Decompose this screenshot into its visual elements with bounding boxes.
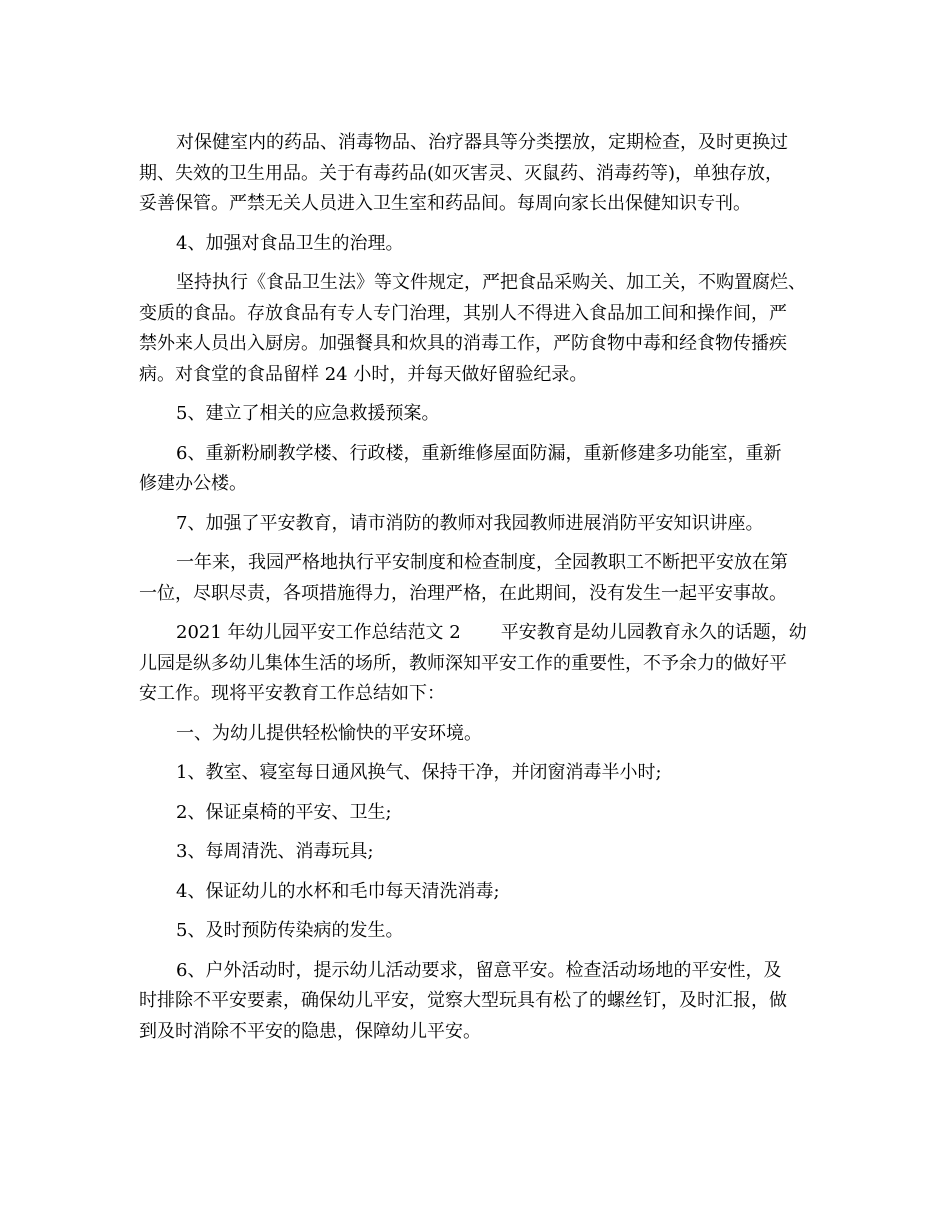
- paragraph-item-3: [139, 837, 839, 868]
- text-line: 妥善保管。严禁无关人员进入卫生室和药品间。每周向家长出保健知识专刊。: [139, 193, 751, 214]
- text-line: 禁外来人员出入厨房。加强餐具和炊具的消毒工作，严防食物中毒和经食物传播疾: [139, 333, 787, 354]
- document-body: [139, 128, 839, 1056]
- paragraph-emergency-plan: [139, 399, 839, 430]
- paragraph-section-one-heading: [139, 719, 839, 750]
- paragraph-food-law: [139, 268, 839, 390]
- text-line: 变质的食品。存放食品有专人专门治理，其别人不得进入食品加工间和操作间，严: [139, 302, 787, 324]
- paragraph-sample-two: [139, 618, 839, 710]
- text-line: 7、加强了平安教育，请市消防的教师对我园教师进展消防平安知识讲座。: [176, 512, 764, 534]
- text-line: 到及时消除不平安的隐患，保障幼儿平安。: [139, 1020, 481, 1042]
- text-line: 2、保证桌椅的平安、卫生;: [176, 801, 392, 823]
- text-line: 4、保证幼儿的水杯和毛巾每天清洗消毒;: [176, 880, 500, 902]
- paragraph-renovation: [139, 439, 839, 500]
- text-line: 6、重新粉刷教学楼、行政楼，重新维修屋面防漏，重新修建多功能室，重新: [176, 442, 782, 464]
- text-line: 1、教室、寝室每日通风换气、保持干净，并闭窗消毒半小时;: [176, 762, 662, 783]
- text-line: 3、每周清洗、消毒玩具;: [176, 841, 374, 862]
- paragraph-item-4: [139, 877, 839, 908]
- text-line: 坚持执行《食品卫生法》等文件规定，严把食品采购关、加工关，不购置腐烂、: [176, 272, 806, 293]
- text-line: 儿园是纵多幼儿集体生活的场所，教师深知平安工作的重要性，不予余力的做好平: [139, 652, 787, 674]
- sample-title: 2021 年幼儿园平安工作总结范文 2: [176, 622, 461, 643]
- text-line: 5、建立了相关的应急救援预案。: [176, 403, 440, 424]
- paragraph-item-6: [139, 956, 839, 1048]
- paragraph-item-5: [139, 916, 839, 947]
- text-line: 一年来，我园严格地执行平安制度和检查制度，全园教职工不断把平安放在第: [176, 552, 788, 573]
- text-line: 一位，尽职尽责，各项措施得力，治理严格，在此期间，没有发生一起平安事故。: [139, 582, 787, 604]
- paragraph-heading-food-hygiene: [139, 229, 839, 260]
- paragraph-item-1: [139, 758, 839, 789]
- sample-intro: 平安教育是幼儿园教育永久的话题，幼: [500, 622, 807, 643]
- paragraph-year-summary: [139, 548, 839, 609]
- text-line: 6、户外活动时，提示幼儿活动要求，留意平安。检查活动场地的平安性，及: [176, 959, 782, 981]
- text-line: 一、为幼儿提供轻松愉快的平安环境。: [176, 722, 482, 744]
- paragraph-item-2: [139, 798, 839, 829]
- text-line: 4、加强对食品卫生的治理。: [176, 232, 404, 254]
- text-line: 对保健室内的药品、消毒物品、治疗器具等分类摆放，定期检查，及时更换过: [176, 132, 788, 153]
- text-line: 5、及时预防传染病的发生。: [176, 920, 404, 941]
- text-line: [139, 618, 839, 649]
- paragraph-storage-rules: [139, 128, 839, 220]
- text-line: 时排除不平安要素，确保幼儿平安，觉察大型玩具有松了的螺丝钉，及时汇报，做: [139, 990, 787, 1011]
- text-line: 修建办公楼。: [139, 473, 247, 494]
- paragraph-fire-safety: [139, 509, 839, 540]
- text-line: 期、失效的卫生用品。关于有毒药品(如灭害灵、灭鼠药、消毒药等)，单独存放，: [139, 162, 784, 184]
- text-line: 安工作。现将平安教育工作总结如下：: [139, 683, 445, 704]
- text-line: 病。对食堂的食品留样 24 小时，并每天做好留验纪录。: [139, 363, 588, 385]
